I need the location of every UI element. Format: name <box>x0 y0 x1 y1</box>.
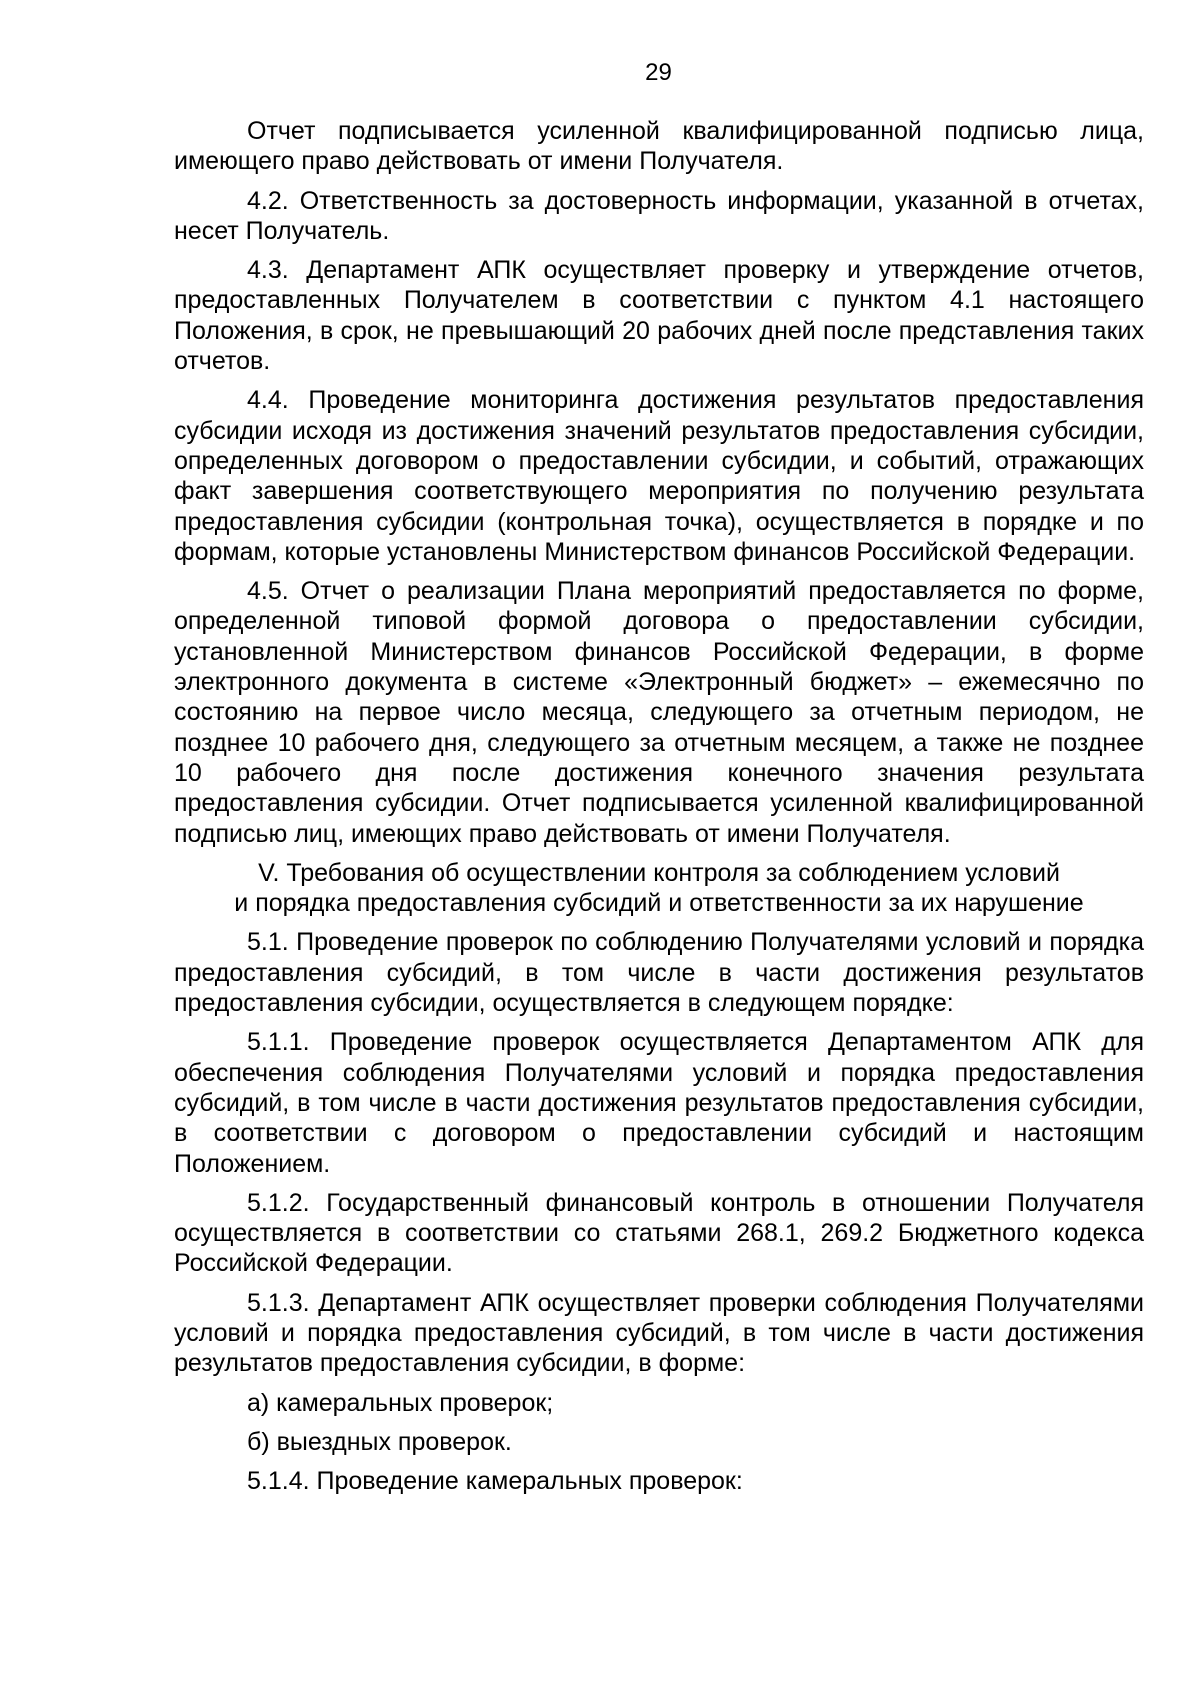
document-body <box>174 116 1144 1505</box>
paragraph-5-1-4: 5.1.4. Проведение камеральных проверок: <box>247 1467 743 1496</box>
section-heading-line-1: V. Требования об осуществлении контроля за соблюдением условий <box>258 858 1060 887</box>
paragraph-5-1-1: 5.1.1. Проведение проверок осуществляется Департаментом АПК для обеспечения соблюдения Получателями условий и порядка предоставления субсидий, в том числе в части достижения результатов предоставления субсидии, в соответствии с договором о предоставлении субсидий и настоящим Положением. <box>174 1028 1144 1178</box>
paragraph-4-4: 4.4. Проведение мониторинга достижения результатов предоставления субсидии исходя из достижения значений результатов предоставления субсидии, определенных договором о предоставлении субсидии, и событий, отражающих факт завершения соответствующего мероприятия по получению результата предоставления субсидии (контрольная точка), осуществляется в порядке и по формам, которые установлены Министерством финансов Российской Федерации. <box>174 386 1144 566</box>
paragraph-4-5: 4.5. Отчет о реализации Плана мероприятий предоставляется по форме, определенной типовой формой договора о предоставлении субсидии, установленной Министерством финансов Российской Федерации, в форме электронного документа в системе «Электронный бюджет» – ежемесячно по состоянию на первое число месяца, следующего за отчетным периодом, не позднее 10 рабочего дня, следующего за отчетным месяцем, а также не позднее 10 рабочего дня после достижения конечного значения результата предоставления субсидии. Отчет подписывается усиленной квалифицированной подписью лиц, имеющих право действовать от имени Получателя. <box>174 577 1144 848</box>
paragraph-report-signature: Отчет подписывается усиленной квалифицированной подписью лица, имеющего право действовать от имени Получателя. <box>174 117 1144 176</box>
section-heading-line-2: и порядка предоставления субсидий и ответственности за их нарушение <box>234 889 1084 918</box>
page-number: 29 <box>645 59 672 86</box>
list-item-b: б) выездных проверок. <box>247 1427 512 1456</box>
paragraph-5-1-3: 5.1.3. Департамент АПК осуществляет проверки соблюдения Получателями условий и порядка предоставления субсидий, в том числе в части достижения результатов предоставления субсидии, в форме: <box>174 1288 1144 1378</box>
paragraph-4-3: 4.3. Департамент АПК осуществляет проверку и утверждение отчетов, предоставленных Получателем в соответствии с пунктом 4.1 настоящего Положения, в срок, не превышающий 20 рабочих дней после представления таких отчетов. <box>174 256 1144 376</box>
section-heading-v <box>174 858 1144 919</box>
paragraph-5-1: 5.1. Проведение проверок по соблюдению Получателями условий и порядка предоставления субсидий, в том числе в части достижения результатов предоставления субсидии, осуществляется в следующем порядке: <box>174 928 1144 1018</box>
list-item-a: а) камеральных проверок; <box>247 1388 554 1417</box>
paragraph-5-1-2: 5.1.2. Государственный финансовый контроль в отношении Получателя осуществляется в соответствии со статьями 268.1, 269.2 Бюджетного кодекса Российской Федерации. <box>174 1188 1144 1278</box>
paragraph-4-2: 4.2. Ответственность за достоверность информации, указанной в отчетах, несет Получатель. <box>174 186 1144 245</box>
